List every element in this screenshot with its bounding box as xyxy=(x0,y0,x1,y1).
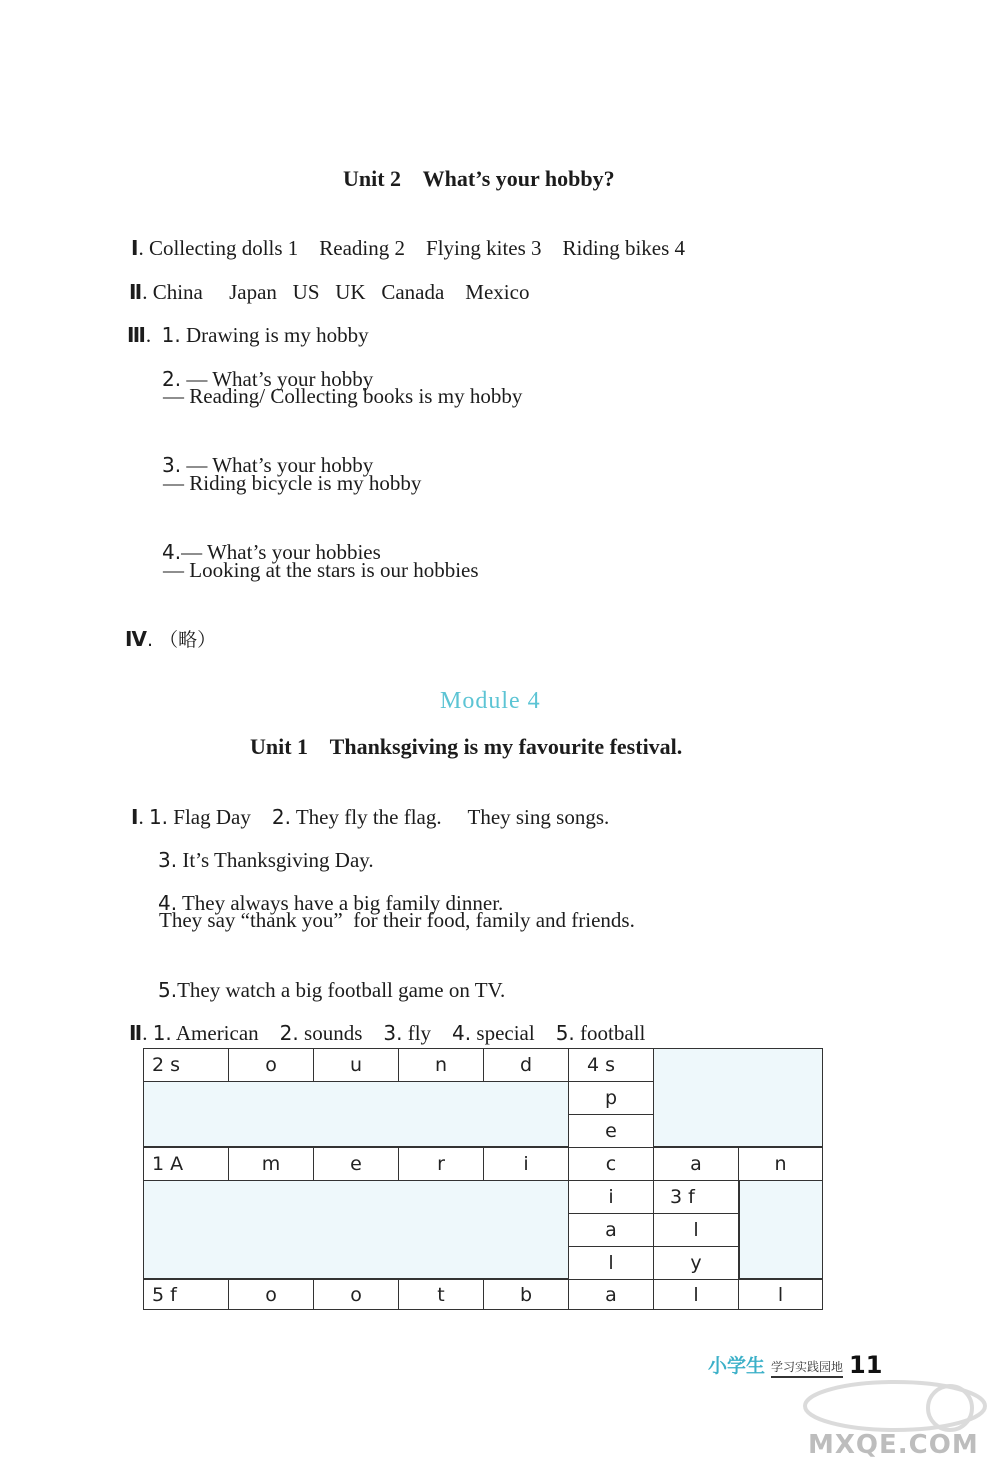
page-number: 11 xyxy=(849,1351,883,1379)
unit2-section3-item3-answer: — Riding bicycle is my hobby xyxy=(163,471,422,495)
item-text: American xyxy=(171,1021,259,1045)
item-text: They watch a big football game on TV. xyxy=(177,978,506,1002)
roman-numeral: Ⅰ xyxy=(131,236,139,260)
crossword-cell: u xyxy=(313,1048,399,1082)
crossword-cell: d xyxy=(483,1048,569,1082)
roman-numeral: Ⅲ xyxy=(127,323,146,347)
crossword-grid xyxy=(143,1048,823,1310)
item-number: 5. xyxy=(555,1021,575,1045)
unit2-section3-item1: Ⅲ. 1. Drawing is my hobby xyxy=(127,323,369,347)
crossword-cell: n xyxy=(398,1048,484,1082)
unit1-title: Unit 1 Thanksgiving is my favourite festival. xyxy=(250,734,683,759)
shaded-block xyxy=(143,1180,569,1279)
crossword-cell: a xyxy=(653,1147,739,1181)
crossword-cell: 3 f xyxy=(653,1180,739,1214)
crossword-cell: 2 s xyxy=(143,1048,229,1082)
crossword-cell: l xyxy=(653,1213,739,1247)
crossword-cell: 1 A xyxy=(143,1147,229,1181)
roman-numeral: Ⅳ xyxy=(125,627,147,651)
unit2-section4 xyxy=(104,600,216,679)
item-text: They always have a big family dinner. xyxy=(177,891,504,915)
item-number: 2. xyxy=(162,367,182,391)
unit1-section1-line1: Ⅰ. 1. Flag Day 2. They fly the flag. They sing songs. xyxy=(131,805,610,829)
item-text: — What’s your hobby xyxy=(181,453,374,477)
item-number: 3. xyxy=(383,1021,403,1045)
section-text: . （略） xyxy=(146,629,217,651)
roman-numeral: Ⅰ xyxy=(131,805,139,829)
unit2-section3-item2-answer: — Reading/ Collecting books is my hobby xyxy=(163,384,523,408)
item-text: special xyxy=(471,1021,535,1045)
crossword-cell: m xyxy=(228,1147,314,1181)
brand-name: 小学生 xyxy=(708,1355,766,1377)
section-text: . China Japan US UK Canada Mexico xyxy=(142,280,530,304)
item-number: 3. xyxy=(158,848,178,872)
crossword-cell: e xyxy=(568,1114,654,1148)
item-number: 4. xyxy=(162,540,182,564)
shaded-block xyxy=(143,1081,569,1147)
crossword-cell: o xyxy=(228,1279,314,1310)
shaded-block xyxy=(739,1180,823,1279)
crossword-cell: 5 f xyxy=(143,1279,229,1310)
crossword-cell: n xyxy=(738,1147,823,1181)
crossword-cell: e xyxy=(313,1147,399,1181)
section-text: . Collecting dolls 1 Reading 2 Flying kites 3 Riding bikes 4 xyxy=(138,236,686,260)
crossword-cell: l xyxy=(568,1246,654,1280)
page-footer xyxy=(708,1346,882,1378)
item-text: They fly the flag. They sing songs. xyxy=(290,805,610,829)
crossword-cell: o xyxy=(228,1048,314,1082)
item-number: 2. xyxy=(279,1021,299,1045)
roman-numeral: Ⅱ xyxy=(129,280,143,304)
crossword-cell: i xyxy=(568,1180,654,1214)
unit1-section1-line4: They say “thank you” for their food, family and friends. xyxy=(159,908,635,932)
item-number: 1. xyxy=(148,805,169,829)
crossword-cell: r xyxy=(398,1147,484,1181)
crossword-cell: c xyxy=(568,1147,654,1181)
item-number: 5. xyxy=(158,978,178,1002)
item-text: sounds xyxy=(298,1021,363,1045)
watermark-text: MXQE.COM xyxy=(808,1430,979,1460)
item-text: Flag Day xyxy=(168,805,272,829)
unit2-section3-item4-answer: — Looking at the stars is our hobbies xyxy=(163,558,479,582)
item-text: — What’s your hobbies xyxy=(181,540,381,564)
item-text: It’s Thanksgiving Day. xyxy=(177,848,374,872)
crossword-cell: b xyxy=(483,1279,569,1310)
item-number: 2. xyxy=(271,805,291,829)
crossword-cell: i xyxy=(483,1147,569,1181)
crossword-cell: t xyxy=(398,1279,484,1310)
item-number: 3. xyxy=(162,453,182,477)
roman-numeral: Ⅱ xyxy=(129,1021,143,1045)
unit2-title: Unit 2 What’s your hobby? xyxy=(343,166,615,191)
item-number: 1. xyxy=(161,323,181,347)
item-text: football xyxy=(574,1021,646,1045)
crossword-cell: p xyxy=(568,1081,654,1115)
crossword-cell: 4 s xyxy=(568,1048,654,1082)
item-number: 4. xyxy=(158,891,178,915)
crossword-cell: l xyxy=(738,1279,823,1310)
item-text: Drawing is my hobby xyxy=(180,323,369,347)
crossword-cell: a xyxy=(568,1213,654,1247)
module-heading: Module 4 xyxy=(440,688,541,714)
crossword-cell: y xyxy=(653,1246,739,1280)
item-text: fly xyxy=(402,1021,432,1045)
item-number: 4. xyxy=(452,1021,472,1045)
item-number: 1. xyxy=(152,1021,172,1045)
crossword-cell: a xyxy=(568,1279,654,1310)
shaded-block xyxy=(653,1048,823,1147)
item-text: — What’s your hobby xyxy=(181,367,374,391)
brand-subtitle: 学习实践园地 xyxy=(771,1358,843,1378)
unit1-section2: Ⅱ. 1. American 2. sounds 3. fly 4. special 5. football xyxy=(129,1021,646,1045)
crossword-cell: l xyxy=(653,1279,739,1310)
crossword-cell: o xyxy=(313,1279,399,1310)
